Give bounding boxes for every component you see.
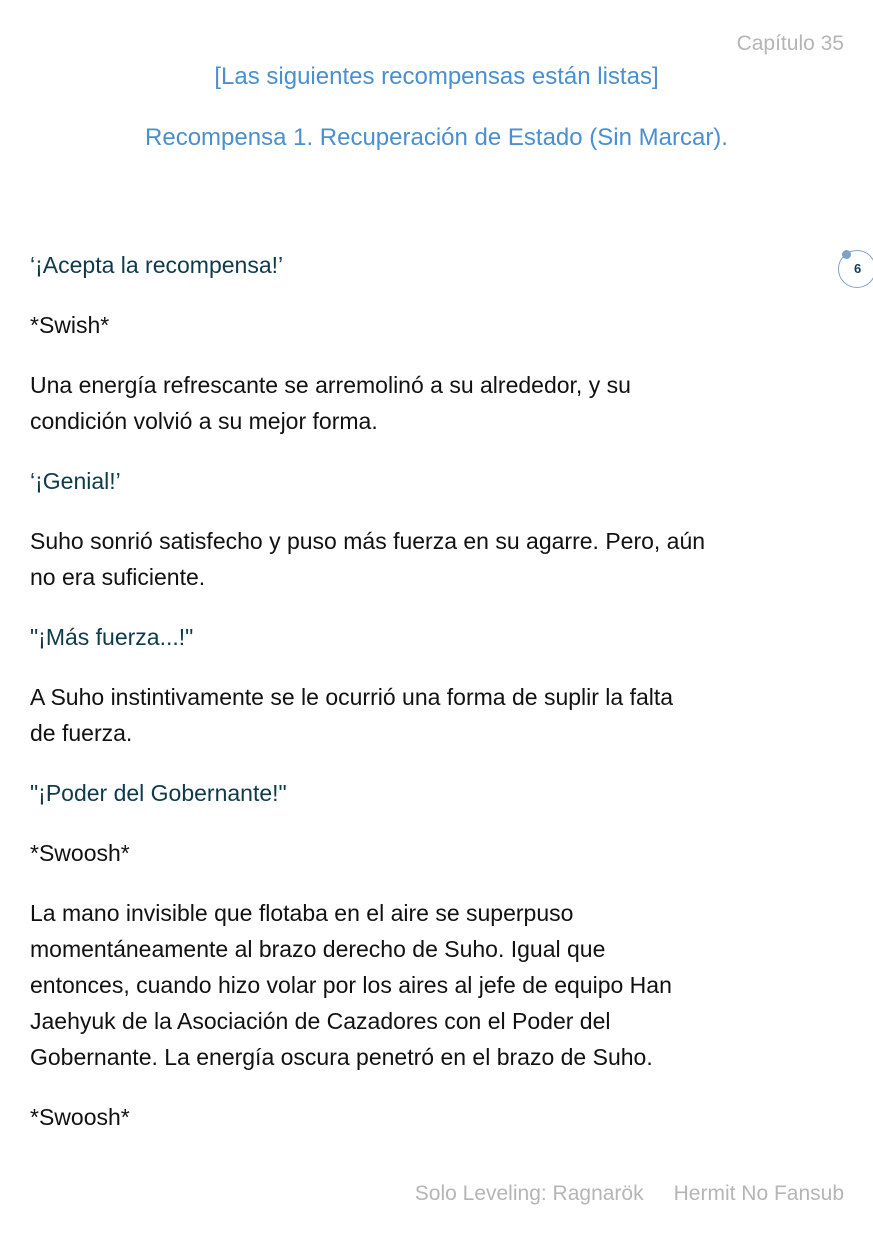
text-line: A Suho instintivamente se le ocurrió una forma de suplir la falta [30,684,674,710]
text-line: ‘¡Genial!’ [30,468,121,494]
dialogue-paragraph [30,247,850,283]
text-line: "¡Más fuerza...!" [30,624,194,650]
text-line: entonces, cuando hizo volar por los aires al jefe de equipo Han [30,972,672,998]
paragraph [30,1099,850,1135]
text-line: La mano invisible que flotaba en el aire se superpuso [30,900,574,926]
text-line: Gobernante. La energía oscura penetró en el brazo de Suho. [30,1044,653,1070]
text-line: de fuerza. [30,720,133,746]
text-line: no era suficiente. [30,564,206,590]
comment-count: 6 [854,261,862,276]
text-line: ‘¡Acepta la recompensa!’ [30,252,284,278]
text-line: "¡Poder del Gobernante!" [30,780,287,806]
system-message: [Las siguientes recompensas están listas] [214,63,659,90]
translator-group: Hermit No Fansub [673,1182,844,1205]
paragraph [30,895,850,1075]
text-line: condición volvió a su mejor forma. [30,408,378,434]
text-line: momentáneamente al brazo derecho de Suho. Igual que [30,936,606,962]
paragraph [30,307,850,343]
chapter-text [30,247,850,1159]
dialogue-paragraph [30,775,850,811]
text-line: Una energía refrescante se arremolinó a su alrededor, y su [30,372,631,398]
dialogue-paragraph [30,463,850,499]
text-line: Jaehyuk de la Asociación de Cazadores con el Poder del [30,1008,611,1034]
reward-message: Recompensa 1. Recuperación de Estado (Sin Marcar). [145,124,728,151]
dialogue-paragraph [30,619,850,655]
paragraph [30,679,850,751]
text-line: Suho sonrió satisfecho y puso más fuerza en su agarre. Pero, aún [30,528,706,554]
chapter-label: Capítulo 35 [736,32,844,55]
paragraph [30,367,850,439]
paragraph [30,835,850,871]
text-line: *Swoosh* [30,840,130,866]
paragraph [30,523,850,595]
text-line: *Swoosh* [30,1104,130,1130]
novel-title: Solo Leveling: Ragnarök [414,1182,644,1205]
footer [415,1182,844,1206]
text-line: *Swish* [30,312,110,338]
